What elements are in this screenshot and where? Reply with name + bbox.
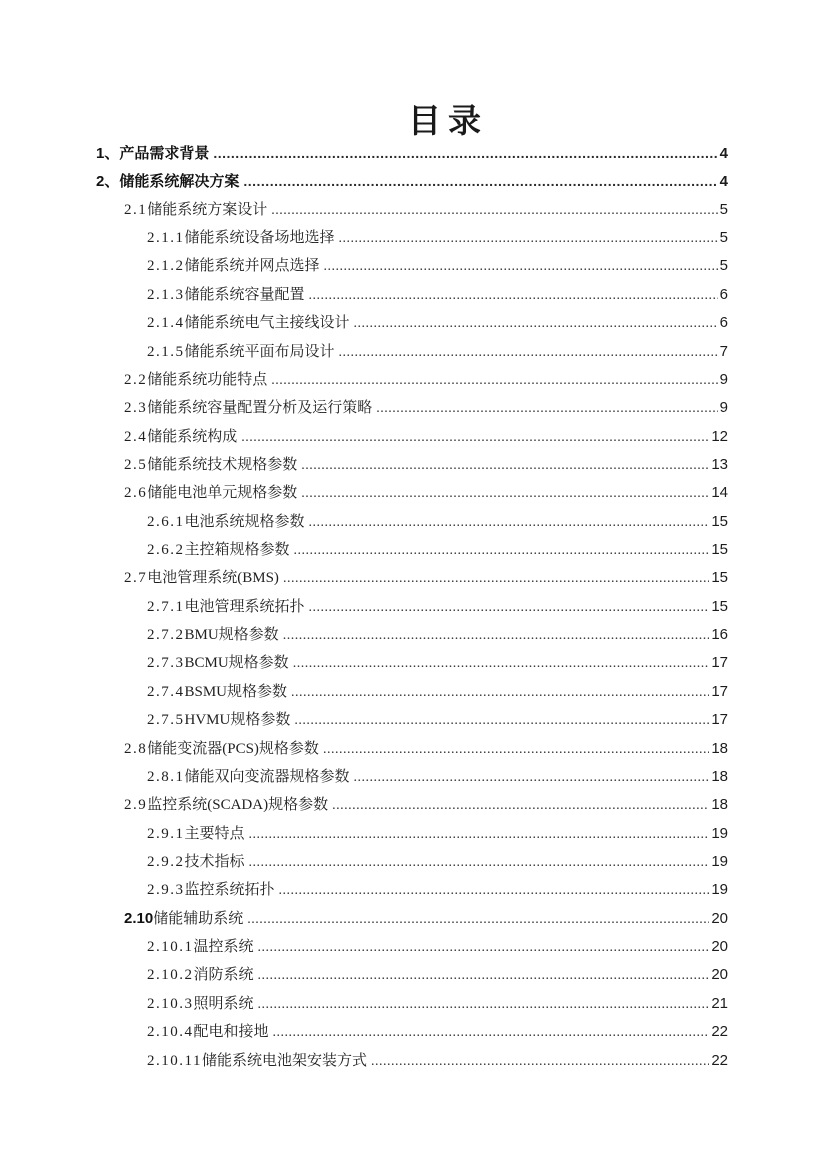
toc-entry[interactable] xyxy=(96,508,728,536)
toc-entry-page: 9 xyxy=(719,399,728,417)
toc-entry-page: 4 xyxy=(719,173,728,191)
toc-leader-dots xyxy=(294,707,709,735)
toc-leader-dots xyxy=(309,594,710,622)
toc-entry[interactable] xyxy=(96,678,728,706)
toc-leader-dots xyxy=(213,139,717,167)
toc-entry[interactable] xyxy=(96,139,728,167)
toc-entry[interactable] xyxy=(96,961,728,989)
toc-entry[interactable] xyxy=(96,593,728,621)
toc-entry-number: 2.9.1 xyxy=(147,825,185,842)
toc-entry-number: 2.4 xyxy=(124,428,148,445)
toc-entry-label: BCMU规格参数 xyxy=(184,655,289,672)
toc-leader-dots xyxy=(271,367,717,395)
toc-entry-number: 2.8.1 xyxy=(147,768,185,785)
toc-leader-dots xyxy=(247,906,709,934)
toc-entry-label: 电池管理系统(BMS) xyxy=(147,570,279,587)
toc-leader-dots xyxy=(339,339,718,367)
toc-entry-label: 储能系统容量配置分析及运行策略 xyxy=(147,400,373,417)
toc-entry-number: 2.6 xyxy=(124,485,148,502)
toc-content-area xyxy=(96,0,728,1169)
toc-entry-number: 2.7.4 xyxy=(147,683,185,700)
toc-entry-label: 储能系统设备场地选择 xyxy=(184,230,335,247)
toc-entry[interactable] xyxy=(96,196,728,224)
toc-entry[interactable] xyxy=(96,366,728,394)
toc-entry-number: 2.10.11 xyxy=(147,1052,202,1069)
toc-entry-page: 15 xyxy=(711,512,728,530)
toc-entry-number: 2.1.2 xyxy=(147,258,185,275)
toc-entry[interactable] xyxy=(96,479,728,507)
toc-entry-label: 储能系统平面布局设计 xyxy=(184,343,335,360)
toc-entry-label: HVMU规格参数 xyxy=(184,712,291,729)
toc-entry-page: 21 xyxy=(711,994,728,1012)
toc-entry-label: 配电和接地 xyxy=(193,1024,269,1041)
toc-entry-page: 6 xyxy=(719,285,728,303)
toc-leader-dots xyxy=(339,225,718,253)
toc-leader-dots xyxy=(294,537,710,565)
toc-entry-page: 19 xyxy=(711,824,728,842)
toc-entry-page: 22 xyxy=(711,1051,728,1069)
toc-entry-label: 储能系统电池架安装方式 xyxy=(201,1052,367,1069)
toc-leader-dots xyxy=(241,424,709,452)
toc-entry-number: 2.10.1 xyxy=(147,939,194,956)
toc-entry-page: 4 xyxy=(719,145,728,162)
toc-leader-dots xyxy=(258,962,710,990)
toc-entry-number: 2.3 xyxy=(124,400,148,417)
toc-leader-dots xyxy=(293,650,710,678)
toc-entry[interactable] xyxy=(96,933,728,961)
toc-entry-number: 2.1.3 xyxy=(147,286,185,303)
toc-leader-dots xyxy=(283,622,710,650)
toc-entry-page: 14 xyxy=(711,484,728,502)
toc-leader-dots xyxy=(354,310,718,338)
toc-entry-label: 储能双向变流器规格参数 xyxy=(184,768,350,785)
toc-entry-number: 2.9.3 xyxy=(147,882,185,899)
toc-entry-number: 2.7.1 xyxy=(147,598,185,615)
page-title: 目录 xyxy=(408,104,488,140)
toc-entry-page: 17 xyxy=(711,682,728,700)
toc-entry[interactable] xyxy=(96,735,728,763)
toc-entry-page: 5 xyxy=(719,229,728,247)
toc-leader-dots xyxy=(249,821,710,849)
toc-leader-dots xyxy=(309,282,718,310)
toc-leader-dots xyxy=(301,480,709,508)
toc-entry[interactable] xyxy=(96,564,728,592)
toc-entry[interactable] xyxy=(96,876,728,904)
toc-entry[interactable] xyxy=(96,281,728,309)
toc-leader-dots xyxy=(271,197,717,225)
toc-entry-page: 20 xyxy=(711,938,728,956)
toc-entry-label: 储能辅助系统 xyxy=(153,910,244,927)
toc-entry-number: 2.6.2 xyxy=(147,542,185,559)
toc-entry-label: 消防系统 xyxy=(193,967,254,984)
toc-entry-number: 2.1.1 xyxy=(147,230,185,247)
toc-entry-number: 2.1.4 xyxy=(147,315,185,332)
toc-entry-page: 6 xyxy=(719,314,728,332)
toc-entry-number: 2.10.2 xyxy=(147,967,194,984)
toc-entry-page: 19 xyxy=(711,881,728,899)
toc-entry-number: 2.7.2 xyxy=(147,627,185,644)
toc-entry-number: 2.1 xyxy=(124,201,148,218)
toc-leader-dots xyxy=(258,991,710,1019)
toc-entry-page: 15 xyxy=(711,597,728,615)
toc-entry[interactable] xyxy=(96,649,728,677)
toc-entry-page: 15 xyxy=(711,541,728,559)
toc-entry-label: BSMU规格参数 xyxy=(184,683,288,700)
toc-entry-number: 2.7.5 xyxy=(147,712,185,729)
toc-entry-page: 5 xyxy=(719,257,728,275)
toc-entry-page: 9 xyxy=(719,370,728,388)
toc-entry[interactable] xyxy=(96,394,728,422)
toc-leader-dots xyxy=(376,395,717,423)
toc-entry[interactable] xyxy=(96,423,728,451)
toc-entry-number: 2.7.3 xyxy=(147,655,185,672)
toc-entry[interactable] xyxy=(96,536,728,564)
toc-entry-number: 2.9 xyxy=(124,797,148,814)
toc-entry[interactable] xyxy=(96,1047,728,1075)
toc-entry-number: 2.10.4 xyxy=(147,1024,194,1041)
toc-entry-page: 17 xyxy=(711,711,728,729)
toc-leader-dots xyxy=(324,253,718,281)
toc-entry-number: 2.9.2 xyxy=(147,853,185,870)
toc-entry-label: 储能系统电气主接线设计 xyxy=(184,315,350,332)
toc-entry-page: 17 xyxy=(711,654,728,672)
toc-entry[interactable] xyxy=(96,252,728,280)
toc-entry[interactable] xyxy=(96,167,728,195)
toc-entry-label: 储能变流器(PCS)规格参数 xyxy=(147,740,319,757)
toc-entry-page: 7 xyxy=(719,342,728,360)
toc-entry-label: 电池系统规格参数 xyxy=(184,513,305,530)
toc-entry[interactable] xyxy=(96,309,728,337)
toc-list xyxy=(96,139,728,1075)
toc-entry[interactable] xyxy=(96,820,728,848)
toc-entry-label: 监控系统(SCADA)规格参数 xyxy=(147,797,329,814)
toc-entry[interactable] xyxy=(96,990,728,1018)
toc-leader-dots xyxy=(243,167,717,195)
toc-entry[interactable] xyxy=(96,706,728,734)
toc-entry-label: 产品需求背景 xyxy=(119,145,210,162)
toc-entry-page: 20 xyxy=(711,966,728,984)
toc-entry-page: 18 xyxy=(711,796,728,814)
toc-entry-page: 18 xyxy=(711,739,728,757)
toc-leader-dots xyxy=(258,934,710,962)
toc-entry[interactable] xyxy=(96,905,728,933)
toc-entry-page: 19 xyxy=(711,852,728,870)
toc-entry-number: 2.8 xyxy=(124,740,148,757)
toc-entry-label: 储能电池单元规格参数 xyxy=(147,485,298,502)
toc-entry-label: 照明系统 xyxy=(193,995,254,1012)
toc-entry-number: 2.5 xyxy=(124,456,148,473)
toc-leader-dots xyxy=(249,849,710,877)
toc-entry-page: 13 xyxy=(711,455,728,473)
toc-entry-number: 2.10 xyxy=(124,909,154,927)
toc-entry-label: 储能系统容量配置 xyxy=(184,286,305,303)
toc-leader-dots xyxy=(371,1048,709,1076)
toc-entry-page: 22 xyxy=(711,1023,728,1041)
toc-entry-number: 2.1.5 xyxy=(147,343,185,360)
toc-entry-number: 2.10.3 xyxy=(147,995,194,1012)
toc-leader-dots xyxy=(273,1019,710,1047)
toc-entry-number: 2.7 xyxy=(124,570,148,587)
toc-entry[interactable] xyxy=(96,1018,728,1046)
toc-entry-page: 16 xyxy=(711,626,728,644)
toc-entry[interactable] xyxy=(96,791,728,819)
toc-entry-label: 储能系统方案设计 xyxy=(147,201,268,218)
toc-entry-number: 2.6.1 xyxy=(147,513,185,530)
toc-entry-page: 5 xyxy=(719,200,728,218)
toc-entry-number: 2.2 xyxy=(124,371,148,388)
toc-entry-page: 12 xyxy=(711,427,728,445)
toc-entry-label: 技术指标 xyxy=(184,853,245,870)
toc-leader-dots xyxy=(279,877,710,905)
toc-entry-page: 18 xyxy=(711,767,728,785)
toc-entry-label: 储能系统解决方案 xyxy=(119,173,240,191)
toc-entry-number: 2、 xyxy=(96,173,120,191)
toc-entry-label: 储能系统技术规格参数 xyxy=(147,456,298,473)
toc-entry[interactable] xyxy=(96,338,728,366)
toc-entry[interactable] xyxy=(96,621,728,649)
toc-entry-label: 温控系统 xyxy=(193,939,254,956)
toc-entry[interactable] xyxy=(96,848,728,876)
toc-leader-dots xyxy=(291,679,709,707)
toc-entry-label: 储能系统构成 xyxy=(147,428,238,445)
toc-entry-label: 主控箱规格参数 xyxy=(184,542,290,559)
toc-entry-page: 15 xyxy=(711,569,728,587)
toc-entry-label: 储能系统并网点选择 xyxy=(184,258,320,275)
toc-leader-dots xyxy=(283,565,709,593)
toc-entry[interactable] xyxy=(96,224,728,252)
toc-leader-dots xyxy=(354,764,710,792)
toc-entry-label: BMU规格参数 xyxy=(184,627,279,644)
toc-entry-page: 20 xyxy=(711,909,728,927)
toc-entry[interactable] xyxy=(96,763,728,791)
toc-entry-label: 储能系统功能特点 xyxy=(147,371,268,388)
toc-leader-dots xyxy=(323,736,709,764)
toc-leader-dots xyxy=(332,792,709,820)
toc-entry-number: 1、 xyxy=(96,145,120,162)
toc-entry[interactable] xyxy=(96,451,728,479)
toc-entry-label: 主要特点 xyxy=(184,825,245,842)
toc-entry-label: 电池管理系统拓扑 xyxy=(184,598,305,615)
toc-entry-label: 监控系统拓扑 xyxy=(184,882,275,899)
toc-leader-dots xyxy=(309,509,710,537)
toc-leader-dots xyxy=(301,452,709,480)
